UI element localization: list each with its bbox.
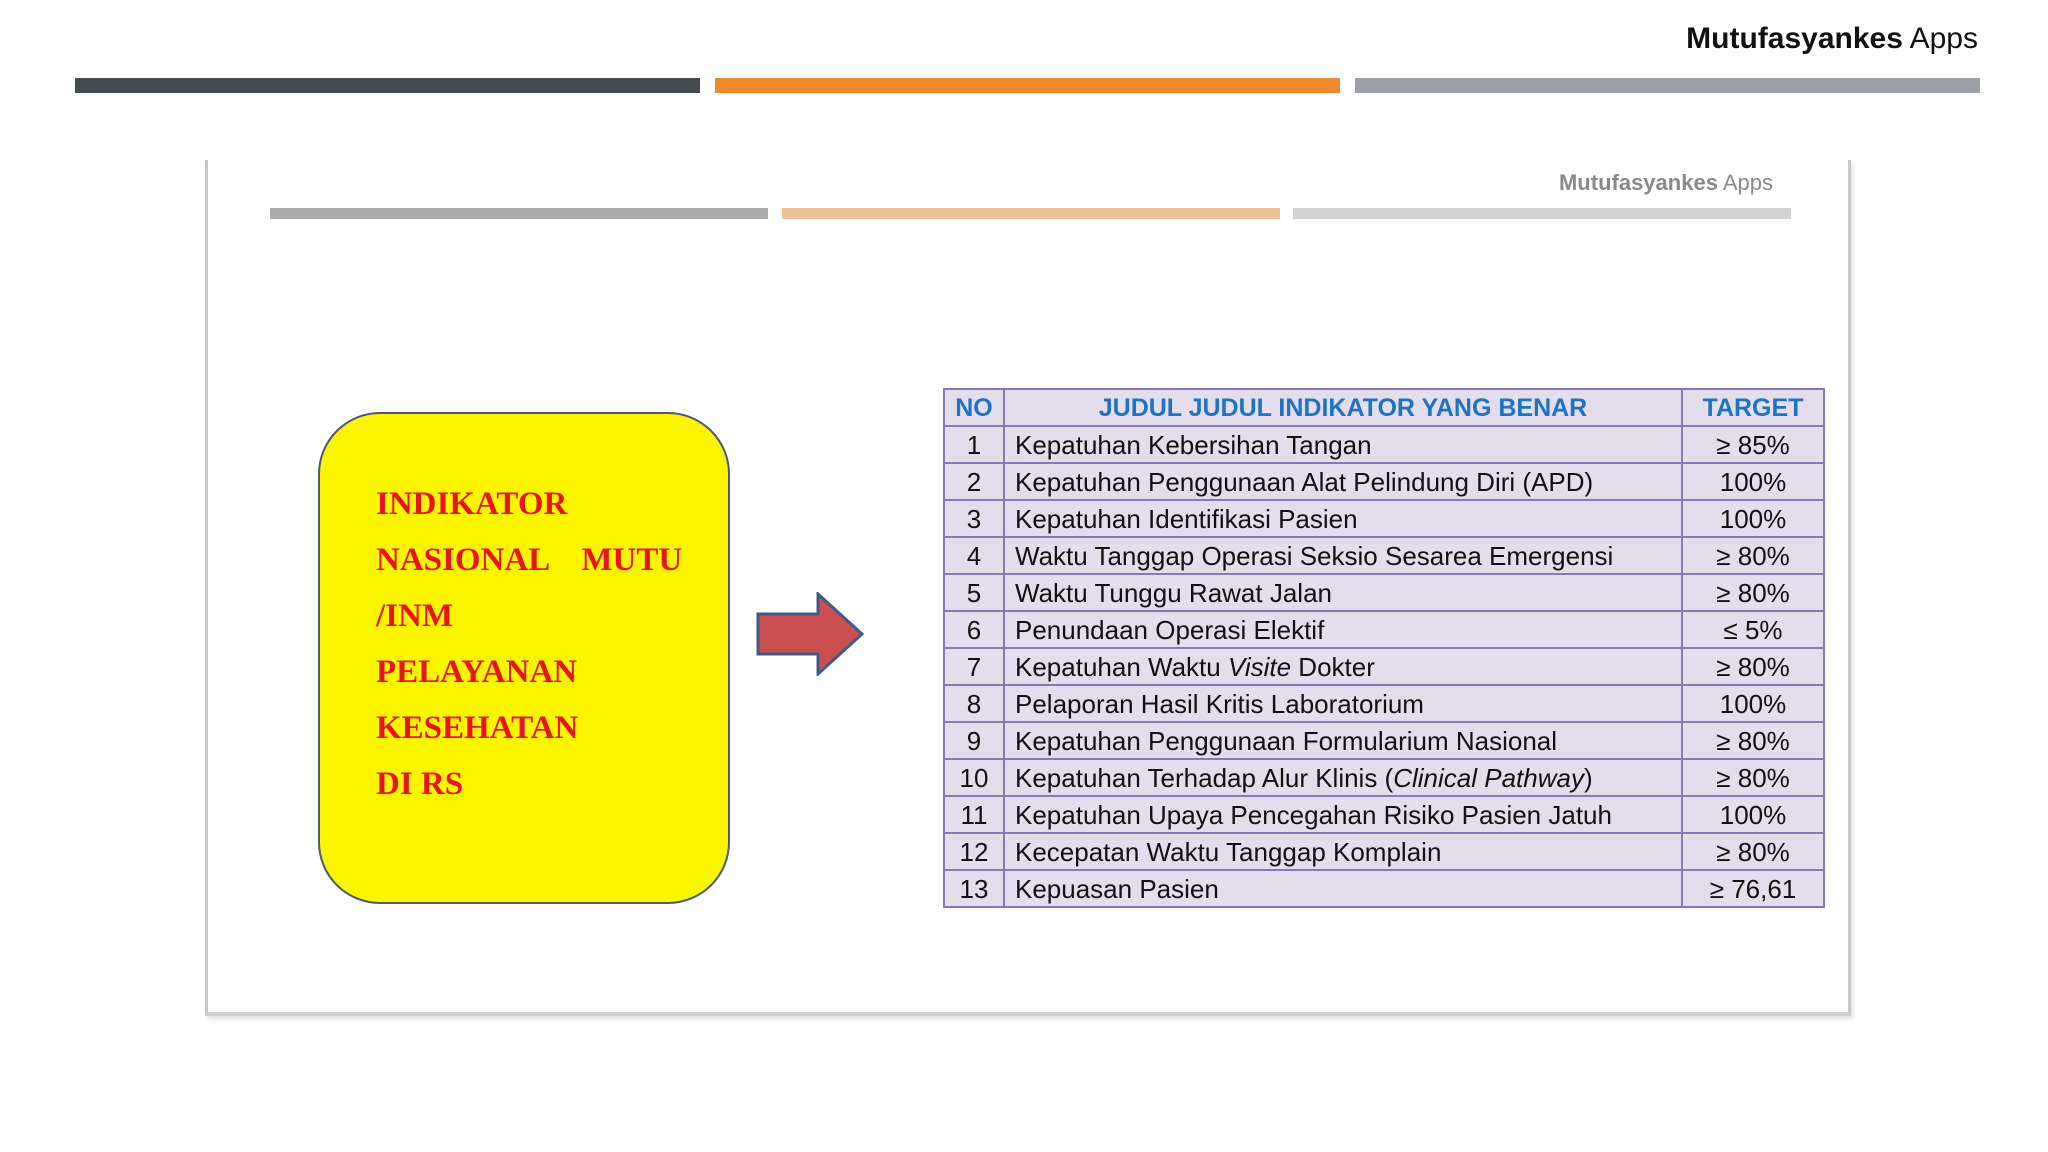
inm-title-line: INDIKATOR (376, 486, 568, 522)
row-target: ≥ 80% (1682, 833, 1824, 870)
row-target: ≥ 80% (1682, 759, 1824, 796)
table-row (944, 833, 1824, 870)
row-target: 100% (1682, 463, 1824, 500)
table-row (944, 574, 1824, 611)
row-target: ≥ 80% (1682, 574, 1824, 611)
row-target: ≥ 80% (1682, 722, 1824, 759)
slide-bar-orange (782, 208, 1280, 219)
table-row (944, 537, 1824, 574)
slide-brand-title (1559, 170, 1773, 196)
row-title: Kepatuhan Penggunaan Alat Pelindung Diri (APD) (1004, 463, 1682, 500)
slide-brand-regular: Apps (1722, 170, 1773, 195)
table-row (944, 648, 1824, 685)
row-title: Kepatuhan Penggunaan Formularium Nasional (1004, 722, 1682, 759)
row-title-post: ) (1583, 762, 1593, 793)
row-title (1004, 648, 1682, 685)
brand-bold: Mutufasyankes (1686, 22, 1903, 55)
slide-brand-bold: Mutufasyankes (1558, 170, 1718, 195)
row-target: ≥ 80% (1682, 648, 1824, 685)
table-row (944, 870, 1824, 907)
col-header-title: JUDUL JUDUL INDIKATOR YANG BENAR (1004, 389, 1682, 426)
row-no: 2 (944, 463, 1004, 500)
slide-bar-lightgray (1293, 208, 1791, 219)
row-title: Waktu Tanggap Operasi Seksio Sesarea Emergensi (1004, 537, 1682, 574)
row-no: 7 (944, 648, 1004, 685)
table-row (944, 685, 1824, 722)
row-target: ≥ 85% (1682, 426, 1824, 463)
row-no: 6 (944, 611, 1004, 648)
indicator-table (943, 388, 1825, 908)
row-title: Kepatuhan Kebersihan Tangan (1004, 426, 1682, 463)
row-title: Kepatuhan Identifikasi Pasien (1004, 500, 1682, 537)
row-title-post: Dokter (1291, 651, 1375, 682)
row-target: 100% (1682, 685, 1824, 722)
row-title-pre: Kepatuhan Terhadap Alur Klinis ( (1015, 762, 1394, 793)
table-row (944, 759, 1824, 796)
row-title: Penundaan Operasi Elektif (1004, 611, 1682, 648)
inm-title-line: KESEHATAN (376, 710, 579, 746)
inm-title-line: PELAYANAN (376, 654, 578, 690)
table-row (944, 611, 1824, 648)
slide-bar-gray (270, 208, 768, 219)
row-title (1004, 759, 1682, 796)
table-row (944, 426, 1824, 463)
brand-regular: Apps (1909, 22, 1978, 55)
table-row (944, 463, 1824, 500)
table-row (944, 500, 1824, 537)
row-no: 10 (944, 759, 1004, 796)
row-title: Waktu Tunggu Rawat Jalan (1004, 574, 1682, 611)
brand-title (1686, 22, 1978, 56)
row-title: Kepuasan Pasien (1004, 870, 1682, 907)
inm-title-line: NASIONAL MUTU (376, 542, 683, 578)
header-bar-dark (75, 78, 700, 93)
row-title: Kepatuhan Upaya Pencegahan Risiko Pasien Jatuh (1004, 796, 1682, 833)
row-no: 8 (944, 685, 1004, 722)
header-bar-orange (715, 78, 1340, 93)
row-title-italic: Visite (1227, 651, 1292, 682)
row-target: ≥ 76,61 (1682, 870, 1824, 907)
embedded-slide (205, 160, 1851, 1016)
table-header-row (944, 389, 1824, 426)
inm-title-box (318, 412, 730, 904)
inm-title-line: /INM (376, 598, 453, 634)
table-row (944, 722, 1824, 759)
row-no: 9 (944, 722, 1004, 759)
row-title: Kecepatan Waktu Tanggap Komplain (1004, 833, 1682, 870)
header-bar-gray (1355, 78, 1980, 93)
row-target: ≤ 5% (1682, 611, 1824, 648)
row-title-pre: Kepatuhan Waktu (1015, 651, 1228, 682)
row-title-italic: Clinical Pathway (1393, 762, 1584, 793)
row-no: 1 (944, 426, 1004, 463)
row-no: 4 (944, 537, 1004, 574)
row-no: 11 (944, 796, 1004, 833)
row-target: 100% (1682, 796, 1824, 833)
table-row (944, 796, 1824, 833)
col-header-target: TARGET (1682, 389, 1824, 426)
row-no: 13 (944, 870, 1004, 907)
right-arrow-icon (756, 592, 866, 676)
row-no: 12 (944, 833, 1004, 870)
row-target: ≥ 80% (1682, 537, 1824, 574)
inm-title-line: DI RS (376, 766, 464, 802)
row-title: Pelaporan Hasil Kritis Laboratorium (1004, 685, 1682, 722)
row-no: 5 (944, 574, 1004, 611)
row-target: 100% (1682, 500, 1824, 537)
col-header-no: NO (944, 389, 1004, 426)
row-no: 3 (944, 500, 1004, 537)
